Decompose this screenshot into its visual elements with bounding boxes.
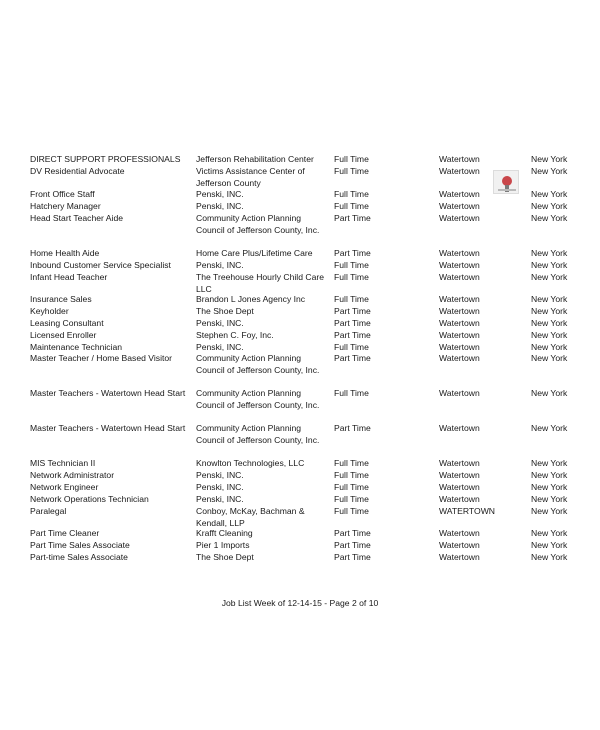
employment-type: Full Time [334, 166, 369, 176]
job-title: DV Residential Advocate [30, 166, 125, 176]
job-title: Network Engineer [30, 482, 99, 492]
employment-type: Full Time [334, 260, 369, 270]
state: New York [531, 154, 568, 164]
employment-type: Full Time [334, 470, 369, 480]
employment-type: Full Time [334, 494, 369, 504]
employment-type: Full Time [334, 482, 369, 492]
state: New York [531, 470, 568, 480]
employment-type: Full Time [334, 458, 369, 468]
city: Watertown [439, 342, 480, 352]
job-title: Master Teachers - Watertown Head Start [30, 388, 186, 398]
employment-type: Part Time [334, 353, 371, 363]
employment-type: Full Time [334, 272, 369, 282]
state: New York [531, 528, 568, 538]
job-title: Head Start Teacher Aide [30, 213, 123, 223]
employer-name: Community Action Planning Council of Jefferson County, Inc. [196, 423, 320, 445]
employer-name: Victims Assistance Center of Jefferson County [196, 166, 305, 188]
city: Watertown [439, 213, 480, 223]
employment-type: Part Time [334, 213, 371, 223]
employer-name: Jefferson Rehabilitation Center [196, 154, 314, 164]
state: New York [531, 189, 568, 199]
employer-name: Community Action Planning Council of Jefferson County, Inc. [196, 353, 320, 375]
employment-type: Full Time [334, 388, 369, 398]
employment-type: Full Time [334, 189, 369, 199]
city: Watertown [439, 318, 480, 328]
job-title: Inbound Customer Service Specialist [30, 260, 171, 270]
job-title: Licensed Enroller [30, 330, 97, 340]
city: Watertown [439, 494, 480, 504]
state: New York [531, 423, 568, 433]
state: New York [531, 272, 568, 282]
city: Watertown [439, 248, 480, 258]
city: Watertown [439, 388, 480, 398]
state: New York [531, 306, 568, 316]
employer-name: Penski, INC. [196, 470, 244, 480]
state: New York [531, 540, 568, 550]
city: Watertown [439, 482, 480, 492]
state: New York [531, 201, 568, 211]
job-title: Master Teachers - Watertown Head Start [30, 423, 186, 433]
job-title: Infant Head Teacher [30, 272, 108, 282]
state: New York [531, 552, 568, 562]
city: Watertown [439, 353, 480, 363]
employment-type: Full Time [334, 294, 369, 304]
employment-type: Full Time [334, 201, 369, 211]
job-title: Maintenance Technician [30, 342, 123, 352]
employer-name: The Shoe Dept [196, 552, 254, 562]
employment-type: Part Time [334, 423, 371, 433]
employer-name: The Shoe Dept [196, 306, 254, 316]
city: Watertown [439, 306, 480, 316]
employer-name: Penski, INC. [196, 201, 244, 211]
job-title: Home Health Aide [30, 248, 100, 258]
state: New York [531, 213, 568, 223]
employer-name: Home Care Plus/Lifetime Care [196, 248, 313, 258]
employer-name: Penski, INC. [196, 189, 244, 199]
city: Watertown [439, 540, 480, 550]
employment-type: Part Time [334, 306, 371, 316]
employer-name: Penski, INC. [196, 318, 244, 328]
job-title: Master Teacher / Home Based Visitor [30, 353, 173, 363]
employer-name: Penski, INC. [196, 482, 244, 492]
job-title: Part Time Cleaner [30, 528, 100, 538]
city: Watertown [439, 528, 480, 538]
city: Watertown [439, 201, 480, 211]
city: Watertown [439, 166, 480, 176]
city: Watertown [439, 330, 480, 340]
state: New York [531, 482, 568, 492]
city: Watertown [439, 154, 480, 164]
job-title: DIRECT SUPPORT PROFESSIONALS [30, 154, 181, 164]
city: Watertown [439, 470, 480, 480]
job-title: Part Time Sales Associate [30, 540, 130, 550]
job-title: Front Office Staff [30, 189, 95, 199]
state: New York [531, 353, 568, 363]
city: Watertown [439, 552, 480, 562]
state: New York [531, 318, 568, 328]
state: New York [531, 166, 568, 176]
city: Watertown [439, 294, 480, 304]
employment-type: Part Time [334, 540, 371, 550]
state: New York [531, 458, 568, 468]
job-title: Insurance Sales [30, 294, 92, 304]
employer-name: Penski, INC. [196, 260, 244, 270]
employment-type: Part Time [334, 528, 371, 538]
employer-name: The Treehouse Hourly Child Care LLC [196, 272, 325, 294]
employment-type: Full Time [334, 154, 369, 164]
state: New York [531, 342, 568, 352]
employment-type: Part Time [334, 248, 371, 258]
city: Watertown [439, 189, 480, 199]
photo-thumbnail-icon [493, 170, 519, 194]
state: New York [531, 388, 568, 398]
page-footer: Job List Week of 12-14-15 - Page 2 of 10 [221, 598, 379, 608]
city: Watertown [439, 260, 480, 270]
job-title: MIS Technician II [30, 458, 96, 468]
employer-name: Penski, INC. [196, 494, 244, 504]
employment-type: Part Time [334, 318, 371, 328]
employer-name: Community Action Planning Council of Jefferson County, Inc. [196, 388, 320, 410]
city: WATERTOWN [439, 506, 496, 516]
employer-name: Stephen C. Foy, Inc. [196, 330, 274, 340]
employment-type: Full Time [334, 506, 369, 516]
employer-name: Penski, INC. [196, 342, 244, 352]
city: Watertown [439, 272, 480, 282]
job-title: Network Operations Technician [30, 494, 149, 504]
job-title: Keyholder [30, 306, 69, 316]
employer-name: Pier 1 Imports [196, 540, 250, 550]
job-title: Leasing Consultant [30, 318, 104, 328]
city: Watertown [439, 423, 480, 433]
job-title: Hatchery Manager [30, 201, 101, 211]
state: New York [531, 506, 568, 516]
employer-name: Conboy, McKay, Bachman & Kendall, LLP [196, 506, 305, 528]
employer-name: Community Action Planning Council of Jefferson County, Inc. [196, 213, 320, 235]
job-title: Network Administrator [30, 470, 115, 480]
employment-type: Part Time [334, 552, 371, 562]
job-title: Part-time Sales Associate [30, 552, 128, 562]
job-title: Paralegal [30, 506, 67, 516]
state: New York [531, 248, 568, 258]
employer-name: Brandon L Jones Agency Inc [196, 294, 306, 304]
state: New York [531, 294, 568, 304]
employer-name: Krafft Cleaning [196, 528, 253, 538]
state: New York [531, 494, 568, 504]
employer-name: Knowlton Technologies, LLC [196, 458, 305, 468]
city: Watertown [439, 458, 480, 468]
state: New York [531, 260, 568, 270]
employment-type: Part Time [334, 330, 371, 340]
state: New York [531, 330, 568, 340]
employment-type: Full Time [334, 342, 369, 352]
